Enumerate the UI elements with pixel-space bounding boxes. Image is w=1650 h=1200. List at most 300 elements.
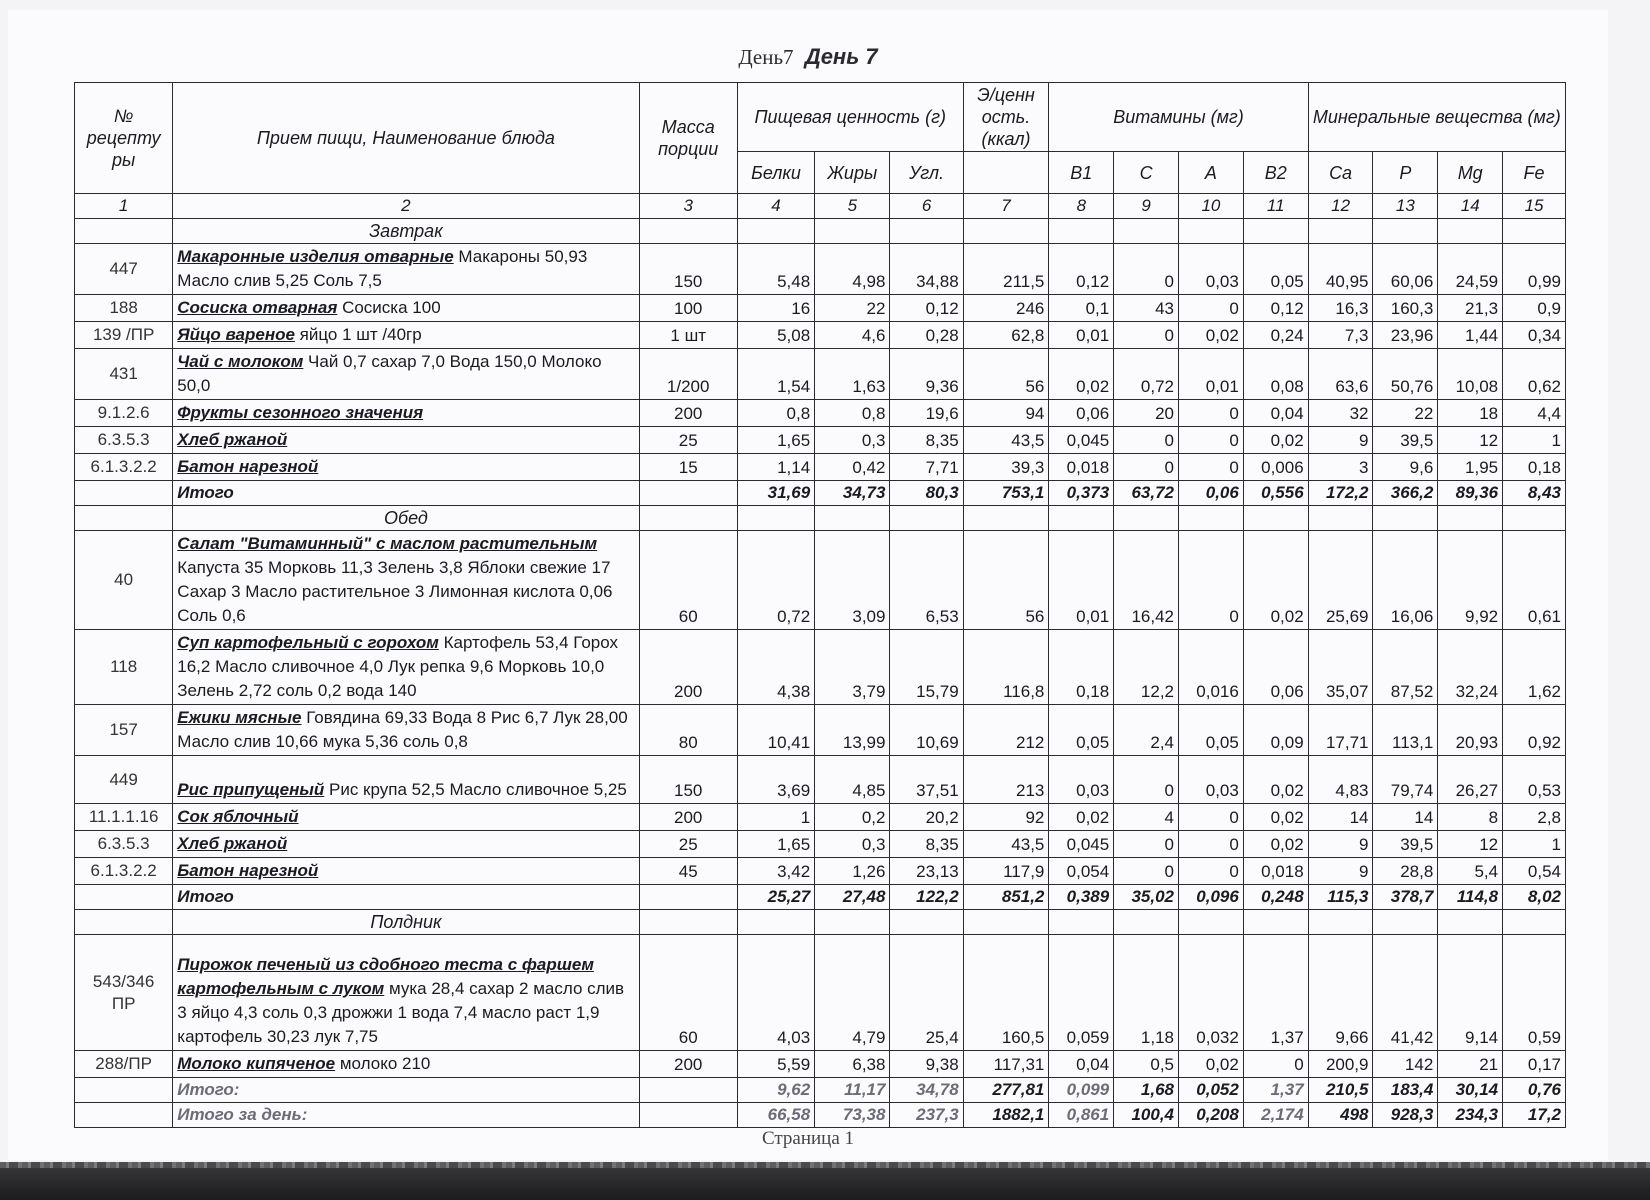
dish-name: Хлеб ржаной <box>177 834 288 853</box>
value-cell: 13,99 <box>815 705 890 756</box>
value-cell: 211,5 <box>963 244 1049 295</box>
table-row <box>75 400 1566 427</box>
dish-ingredients: яйцо 1 шт /40гр <box>294 325 422 344</box>
dish-ingredients: Сосиска 100 <box>337 298 441 317</box>
value-cell: 26,27 <box>1438 756 1503 804</box>
dish-name: Сок яблочный <box>177 807 299 826</box>
value-cell: 19,6 <box>890 400 963 427</box>
value-cell: 0,02 <box>1243 804 1308 831</box>
recipe-code: 139 /ПР <box>75 322 173 349</box>
value-cell: 160,5 <box>963 935 1049 1051</box>
value-cell: 0,8 <box>815 400 890 427</box>
value-cell: 0,34 <box>1503 322 1566 349</box>
total-value: 27,48 <box>815 885 890 910</box>
recipe-code: 40 <box>75 531 173 630</box>
value-cell: 0,28 <box>890 322 963 349</box>
value-cell: 32,24 <box>1438 630 1503 705</box>
value-cell: 0,006 <box>1243 454 1308 481</box>
total-value: 1,68 <box>1114 1078 1179 1103</box>
value-cell: 0,18 <box>1503 454 1566 481</box>
recipe-code: 118 <box>75 630 173 705</box>
col-ca: Ca <box>1308 152 1373 194</box>
value-cell: 0,08 <box>1243 349 1308 400</box>
section-row-breakfast <box>75 219 1566 244</box>
value-cell: 8,35 <box>890 427 963 454</box>
dish-cell <box>173 322 639 349</box>
menu-table-body <box>75 219 1566 1128</box>
value-cell: 0,92 <box>1503 705 1566 756</box>
table-row <box>75 322 1566 349</box>
value-cell: 3,09 <box>815 531 890 630</box>
dish-name: Хлеб ржаной <box>177 430 288 449</box>
value-cell: 1 <box>737 804 814 831</box>
table-row <box>75 427 1566 454</box>
value-cell: 212 <box>963 705 1049 756</box>
value-cell: 0,01 <box>1179 349 1244 400</box>
value-cell: 2,4 <box>1114 705 1179 756</box>
value-cell: 43 <box>1114 295 1179 322</box>
value-cell: 32 <box>1308 400 1373 427</box>
dish-cell <box>173 531 639 630</box>
value-cell: 0 <box>1179 858 1244 885</box>
value-cell: 3,79 <box>815 630 890 705</box>
value-cell: 10,41 <box>737 705 814 756</box>
scanner-edge <box>0 1162 1650 1200</box>
dish-cell <box>173 705 639 756</box>
recipe-code: 6.1.3.2.2 <box>75 454 173 481</box>
value-cell: 60,06 <box>1373 244 1438 295</box>
total-value: 183,4 <box>1373 1078 1438 1103</box>
value-cell: 37,51 <box>890 756 963 804</box>
column-index-cell: 8 <box>1049 194 1114 219</box>
value-cell: 1,26 <box>815 858 890 885</box>
value-cell: 0,17 <box>1503 1051 1566 1078</box>
page-title-small: День7 <box>738 45 794 69</box>
col-fat: Жиры <box>815 152 890 194</box>
column-index-cell: 3 <box>639 194 737 219</box>
value-cell: 246 <box>963 295 1049 322</box>
value-cell: 9 <box>1308 427 1373 454</box>
header-row-1 <box>75 83 1566 152</box>
col-recipe-no: № рецепту ры <box>75 83 173 194</box>
total-value: 73,38 <box>815 1103 890 1128</box>
dish-ingredients: Капуста 35 Морковь 11,3 Зелень 3,8 Яблоки свежие 17 Сахар 3 Масло растительное 3 Лимонная кислота 0,06 Соль 0,6 <box>177 558 613 625</box>
value-cell: 34,88 <box>890 244 963 295</box>
total-value: 114,8 <box>1438 885 1503 910</box>
value-cell: 10,08 <box>1438 349 1503 400</box>
value-cell: 0,42 <box>815 454 890 481</box>
value-cell: 0,12 <box>890 295 963 322</box>
total-value: 17,2 <box>1503 1103 1566 1128</box>
recipe-code: 6.1.3.2.2 <box>75 858 173 885</box>
col-c: C <box>1114 152 1179 194</box>
total-value: 11,17 <box>815 1078 890 1103</box>
total-value: 0,248 <box>1243 885 1308 910</box>
value-cell: 94 <box>963 400 1049 427</box>
column-index-cell: 9 <box>1114 194 1179 219</box>
value-cell: 5,08 <box>737 322 814 349</box>
col-nutrition: Пищевая ценность (г) <box>737 83 963 152</box>
value-cell: 117,31 <box>963 1051 1049 1078</box>
value-cell: 142 <box>1373 1051 1438 1078</box>
portion-cell: 25 <box>639 427 737 454</box>
total-label: Итого <box>173 481 639 506</box>
column-index-cell: 13 <box>1373 194 1438 219</box>
value-cell: 0,3 <box>815 427 890 454</box>
value-cell: 79,74 <box>1373 756 1438 804</box>
value-cell: 87,52 <box>1373 630 1438 705</box>
recipe-code: 447 <box>75 244 173 295</box>
value-cell: 4,98 <box>815 244 890 295</box>
value-cell: 4,03 <box>737 935 814 1051</box>
portion-cell: 200 <box>639 630 737 705</box>
value-cell: 0,04 <box>1049 1051 1114 1078</box>
value-cell: 23,96 <box>1373 322 1438 349</box>
value-cell: 0 <box>1179 531 1244 630</box>
total-value: 753,1 <box>963 481 1049 506</box>
portion-cell: 200 <box>639 400 737 427</box>
value-cell: 0 <box>1114 831 1179 858</box>
value-cell: 5,59 <box>737 1051 814 1078</box>
value-cell: 0,032 <box>1179 935 1244 1051</box>
value-cell: 213 <box>963 756 1049 804</box>
value-cell: 1,18 <box>1114 935 1179 1051</box>
recipe-code: 6.3.5.3 <box>75 427 173 454</box>
value-cell: 12 <box>1438 831 1503 858</box>
value-cell: 0,02 <box>1243 531 1308 630</box>
value-cell: 56 <box>963 349 1049 400</box>
dish-name: Сосиска отварная <box>177 298 338 317</box>
col-minerals: Минеральные вещества (мг) <box>1308 83 1565 152</box>
value-cell: 0 <box>1179 400 1244 427</box>
value-cell: 22 <box>1373 400 1438 427</box>
value-cell: 35,07 <box>1308 630 1373 705</box>
value-cell: 0 <box>1243 1051 1308 1078</box>
total-value: 0,861 <box>1049 1103 1114 1128</box>
total-value: 0,06 <box>1179 481 1244 506</box>
value-cell: 0,18 <box>1049 630 1114 705</box>
value-cell: 0 <box>1114 454 1179 481</box>
value-cell: 0,059 <box>1049 935 1114 1051</box>
value-cell: 92 <box>963 804 1049 831</box>
value-cell: 0,1 <box>1049 295 1114 322</box>
table-row <box>75 804 1566 831</box>
table-row <box>75 244 1566 295</box>
dish-cell <box>173 1051 639 1078</box>
value-cell: 1,54 <box>737 349 814 400</box>
value-cell: 0,02 <box>1243 831 1308 858</box>
value-cell: 1,44 <box>1438 322 1503 349</box>
value-cell: 160,3 <box>1373 295 1438 322</box>
value-cell: 10,69 <box>890 705 963 756</box>
col-b2: B2 <box>1243 152 1308 194</box>
value-cell: 0,8 <box>737 400 814 427</box>
total-value: 9,62 <box>737 1078 814 1103</box>
value-cell: 3,42 <box>737 858 814 885</box>
dish-name: Молоко кипяченое <box>177 1054 336 1073</box>
col-vitamins: Витамины (мг) <box>1049 83 1308 152</box>
recipe-code: 431 <box>75 349 173 400</box>
value-cell: 0,02 <box>1179 1051 1244 1078</box>
dish-name: Чай с молоком <box>177 352 304 371</box>
table-row <box>75 630 1566 705</box>
dish-cell <box>173 756 639 804</box>
total-value: 100,4 <box>1114 1103 1179 1128</box>
value-cell: 0,02 <box>1049 349 1114 400</box>
value-cell: 12 <box>1438 427 1503 454</box>
portion-cell: 200 <box>639 804 737 831</box>
value-cell: 4,83 <box>1308 756 1373 804</box>
total-value: 34,73 <box>815 481 890 506</box>
total-label: Итого за день: <box>173 1103 639 1128</box>
dish-cell <box>173 858 639 885</box>
page-title <box>8 44 1608 70</box>
value-cell: 2,8 <box>1503 804 1566 831</box>
dish-name: Яйцо вареное <box>177 325 295 344</box>
value-cell: 0,24 <box>1243 322 1308 349</box>
value-cell: 16 <box>737 295 814 322</box>
dish-ingredients: Рис крупа 52,5 Масло сливочное 5,25 <box>324 780 627 799</box>
dish-name: Фрукты сезонного значения <box>177 403 424 422</box>
total-label: Итого <box>173 885 639 910</box>
column-index-cell: 7 <box>963 194 1049 219</box>
value-cell: 0 <box>1114 427 1179 454</box>
col-b1: B1 <box>1049 152 1114 194</box>
table-row <box>75 1051 1566 1078</box>
value-cell: 0 <box>1179 454 1244 481</box>
value-cell: 3,69 <box>737 756 814 804</box>
value-cell: 1,62 <box>1503 630 1566 705</box>
dish-cell <box>173 831 639 858</box>
value-cell: 25,69 <box>1308 531 1373 630</box>
value-cell: 1 <box>1503 427 1566 454</box>
total-value: 378,7 <box>1373 885 1438 910</box>
col-p: P <box>1373 152 1438 194</box>
value-cell: 0,06 <box>1243 630 1308 705</box>
portion-cell: 60 <box>639 531 737 630</box>
value-cell: 20 <box>1114 400 1179 427</box>
total-row <box>75 885 1566 910</box>
table-row <box>75 935 1566 1051</box>
value-cell: 41,42 <box>1373 935 1438 1051</box>
total-value: 0,208 <box>1179 1103 1244 1128</box>
value-cell: 56 <box>963 531 1049 630</box>
total-value: 498 <box>1308 1103 1373 1128</box>
value-cell: 0,53 <box>1503 756 1566 804</box>
value-cell: 4,6 <box>815 322 890 349</box>
column-index-cell: 2 <box>173 194 639 219</box>
value-cell: 6,53 <box>890 531 963 630</box>
total-value: 0,096 <box>1179 885 1244 910</box>
value-cell: 0,2 <box>815 804 890 831</box>
total-value: 34,78 <box>890 1078 963 1103</box>
value-cell: 0,04 <box>1243 400 1308 427</box>
portion-cell: 15 <box>639 454 737 481</box>
total-value: 210,5 <box>1308 1078 1373 1103</box>
value-cell: 9,66 <box>1308 935 1373 1051</box>
total-value: 63,72 <box>1114 481 1179 506</box>
column-index-cell: 15 <box>1503 194 1566 219</box>
total-value: 66,58 <box>737 1103 814 1128</box>
value-cell: 0,03 <box>1049 756 1114 804</box>
total-value: 30,14 <box>1438 1078 1503 1103</box>
value-cell: 43,5 <box>963 427 1049 454</box>
value-cell: 0 <box>1114 756 1179 804</box>
value-cell: 16,3 <box>1308 295 1373 322</box>
value-cell: 7,3 <box>1308 322 1373 349</box>
total-value: 172,2 <box>1308 481 1373 506</box>
value-cell: 21 <box>1438 1051 1503 1078</box>
value-cell: 4,4 <box>1503 400 1566 427</box>
portion-cell: 150 <box>639 244 737 295</box>
value-cell: 17,71 <box>1308 705 1373 756</box>
total-value: 35,02 <box>1114 885 1179 910</box>
value-cell: 9,38 <box>890 1051 963 1078</box>
column-index-cell: 14 <box>1438 194 1503 219</box>
total-value: 80,3 <box>890 481 963 506</box>
total-value: 234,3 <box>1438 1103 1503 1128</box>
total-value: 0,373 <box>1049 481 1114 506</box>
dish-cell <box>173 400 639 427</box>
value-cell: 0,09 <box>1243 705 1308 756</box>
recipe-code: 288/ПР <box>75 1051 173 1078</box>
value-cell: 0 <box>1114 322 1179 349</box>
total-value: 0,389 <box>1049 885 1114 910</box>
value-cell: 9,36 <box>890 349 963 400</box>
total-value: 1882,1 <box>963 1103 1049 1128</box>
col-energy-sub <box>963 152 1049 194</box>
value-cell: 20,2 <box>890 804 963 831</box>
total-value: 2,174 <box>1243 1103 1308 1128</box>
value-cell: 0,12 <box>1243 295 1308 322</box>
dish-ingredients: Говядина 69,33 Вода 8 Рис 6,7 Лук 28,00 Масло слив 10,66 мука 5,36 соль 0,8 <box>177 708 628 751</box>
value-cell: 16,06 <box>1373 531 1438 630</box>
dish-name: Ежики мясные <box>177 708 302 727</box>
value-cell: 14 <box>1373 804 1438 831</box>
col-protein: Белки <box>737 152 814 194</box>
total-value: 237,3 <box>890 1103 963 1128</box>
column-index-cell: 5 <box>815 194 890 219</box>
value-cell: 0,12 <box>1049 244 1114 295</box>
page-title-bold: День 7 <box>804 44 878 69</box>
value-cell: 23,13 <box>890 858 963 885</box>
dish-cell <box>173 804 639 831</box>
value-cell: 1,63 <box>815 349 890 400</box>
total-value: 25,27 <box>737 885 814 910</box>
total-value: 31,69 <box>737 481 814 506</box>
value-cell: 0,01 <box>1049 322 1114 349</box>
value-cell: 0,3 <box>815 831 890 858</box>
dish-cell <box>173 454 639 481</box>
value-cell: 12,2 <box>1114 630 1179 705</box>
dish-cell <box>173 935 639 1051</box>
total-label: Итого: <box>173 1078 639 1103</box>
value-cell: 0,62 <box>1503 349 1566 400</box>
dish-name: Батон нарезной <box>177 861 319 880</box>
dish-ingredients: Чай 0,7 сахар 7,0 Вода 150,0 Молоко 50,0 <box>177 352 602 395</box>
section-row-lunch <box>75 506 1566 531</box>
portion-cell: 80 <box>639 705 737 756</box>
value-cell: 9 <box>1308 831 1373 858</box>
value-cell: 1 <box>1503 831 1566 858</box>
portion-cell: 1/200 <box>639 349 737 400</box>
total-value: 89,36 <box>1438 481 1503 506</box>
portion-cell: 25 <box>639 831 737 858</box>
total-value: 122,2 <box>890 885 963 910</box>
dish-cell <box>173 295 639 322</box>
value-cell: 5,48 <box>737 244 814 295</box>
value-cell: 0,5 <box>1114 1051 1179 1078</box>
dish-ingredients: мука 28,4 сахар 2 масло слив 3 яйцо 4,3 соль 0,3 дрожжи 1 вода 7,4 масло раст 1,9 картофель 30,23 лук 7,75 <box>177 979 625 1046</box>
dish-name: Рис припущеный <box>177 780 325 799</box>
value-cell: 116,8 <box>963 630 1049 705</box>
value-cell: 0,72 <box>1114 349 1179 400</box>
total-row <box>75 1103 1566 1128</box>
total-value: 851,2 <box>963 885 1049 910</box>
value-cell: 0 <box>1179 804 1244 831</box>
value-cell: 4 <box>1114 804 1179 831</box>
value-cell: 0 <box>1179 831 1244 858</box>
col-portion: Масса порции <box>639 83 737 194</box>
column-index-cell: 12 <box>1308 194 1373 219</box>
portion-cell: 150 <box>639 756 737 804</box>
table-row <box>75 756 1566 804</box>
value-cell: 9,92 <box>1438 531 1503 630</box>
value-cell: 18 <box>1438 400 1503 427</box>
total-value: 366,2 <box>1373 481 1438 506</box>
value-cell: 0,03 <box>1179 756 1244 804</box>
value-cell: 63,6 <box>1308 349 1373 400</box>
value-cell: 0,02 <box>1243 756 1308 804</box>
value-cell: 8,35 <box>890 831 963 858</box>
portion-cell: 60 <box>639 935 737 1051</box>
col-fe: Fe <box>1503 152 1566 194</box>
total-value: 928,3 <box>1373 1103 1438 1128</box>
value-cell: 0,03 <box>1179 244 1244 295</box>
table-row <box>75 831 1566 858</box>
value-cell: 8 <box>1438 804 1503 831</box>
dish-cell <box>173 244 639 295</box>
value-cell: 0,02 <box>1243 427 1308 454</box>
total-value: 0,76 <box>1503 1078 1566 1103</box>
column-index-cell: 11 <box>1243 194 1308 219</box>
total-value: 8,02 <box>1503 885 1566 910</box>
value-cell: 0 <box>1114 244 1179 295</box>
col-a: A <box>1179 152 1244 194</box>
value-cell: 0,06 <box>1049 400 1114 427</box>
value-cell: 117,9 <box>963 858 1049 885</box>
value-cell: 14 <box>1308 804 1373 831</box>
dish-name: Салат "Витаминный" с маслом растительным <box>177 534 598 553</box>
value-cell: 0,054 <box>1049 858 1114 885</box>
value-cell: 9,6 <box>1373 454 1438 481</box>
value-cell: 1,14 <box>737 454 814 481</box>
value-cell: 0 <box>1179 427 1244 454</box>
col-mg: Mg <box>1438 152 1503 194</box>
recipe-code: 6.3.5.3 <box>75 831 173 858</box>
value-cell: 0,045 <box>1049 427 1114 454</box>
value-cell: 15,79 <box>890 630 963 705</box>
value-cell: 0,05 <box>1179 705 1244 756</box>
value-cell: 1,65 <box>737 427 814 454</box>
value-cell: 21,3 <box>1438 295 1503 322</box>
total-row <box>75 1078 1566 1103</box>
dish-cell <box>173 349 639 400</box>
dish-cell <box>173 630 639 705</box>
section-title: Завтрак <box>173 219 639 244</box>
value-cell: 22 <box>815 295 890 322</box>
recipe-code: 9.1.2.6 <box>75 400 173 427</box>
